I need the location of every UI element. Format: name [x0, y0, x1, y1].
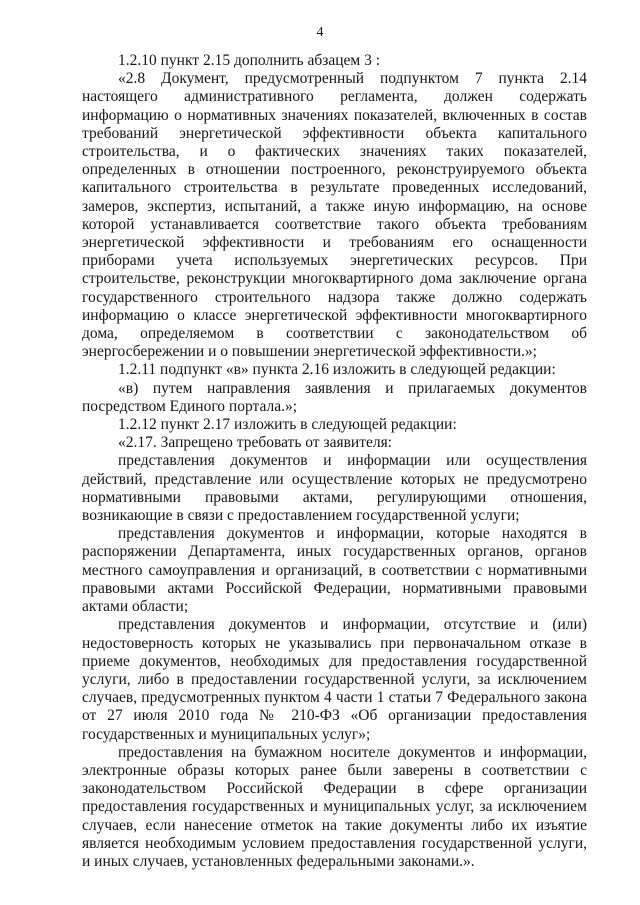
- paragraph-1-2-11: 1.2.11 подпункт «в» пункта 2.16 изложить в следующей редакции:: [118, 361, 556, 379]
- paragraph-prohibition-1: представления документов и информации или осуществления действий, представление или осуществление которых не предусмотрено нормативными правовыми актами, регулирующими отношения, возникающие в связи с предоставлением государственной услуги;: [82, 452, 587, 525]
- paragraph-prohibition-2: представления документов и информации, которые находятся в распоряжении Департамента, иных государственных органов, органов местного самоуправления и организаций, в соответствии с нормативными правовыми актами Российской Федерации, нормативными правовыми актами области;: [82, 525, 587, 616]
- paragraph-2-17-heading: «2.17. Запрещено требовать от заявителя:: [118, 434, 393, 452]
- paragraph-1-2-10: 1.2.10 пункт 2.15 дополнить абзацем 3 :: [118, 52, 381, 69]
- paragraph-prohibition-3: представления документов и информации, отсутствие и (или) недостоверность которых не указывались при первоначальном отказе в приеме документов, необходимых для предоставления государственной услуги, либо в предоставлении государственной услуги, за исключением случаев, предусмотренных пунктом 4 части 1 статьи 7 Федерального закона от 27 июля 2010 года № 210-ФЗ «Об организации предоставления государственных и муниципальных услуг»;: [82, 616, 587, 743]
- paragraph-prohibition-4: предоставления на бумажном носителе документов и информации, электронные образы которых ранее были заверены в соответствии с законодательством Российской Федерации в сфере организации предоставления государственных и муниципальных услуг, за исключением случаев, если нанесение отметок на такие документы либо их изъятие является необходимым условием предоставления государственной услуги, и иных случаев, установленных федеральными законами.».: [82, 743, 587, 870]
- paragraph-1-2-12: 1.2.12 пункт 2.17 изложить в следующей редакции:: [118, 416, 457, 434]
- document-body: [82, 52, 587, 871]
- paragraph-2-8-quote: «2.8 Документ, предусмотренный подпунктом 7 пункта 2.14 настоящего административного регламента, должен содержать информацию о нормативных значениях показателей, включенных в состав требований энергетической эффективности объекта капитального строительства, и о фактических значениях таких показателей, определенных в отношении построенного, реконструируемого объекта капитального строительства в результате проведенных исследований, замеров, экспертиз, испытаний, а также иную информацию, на основе которой устанавливается соответствие такого объекта требованиям энергетической эффективности и требованиям его оснащенности приборами учета используемых энергетических ресурсов. При строительстве, реконструкции многоквартирного дома заключение органа государственного строительного надзора также должно содержать информацию о классе энергетической эффективности многоквартирного дома, определяемом в соответствии с законодательством об энергосбережении и о повышении энергетической эффективности.»;: [82, 70, 587, 361]
- paragraph-subpoint-v-quote: «в) путем направления заявления и прилагаемых документов посредством Единого портала.»;: [82, 379, 587, 415]
- page-number: 4: [316, 25, 324, 40]
